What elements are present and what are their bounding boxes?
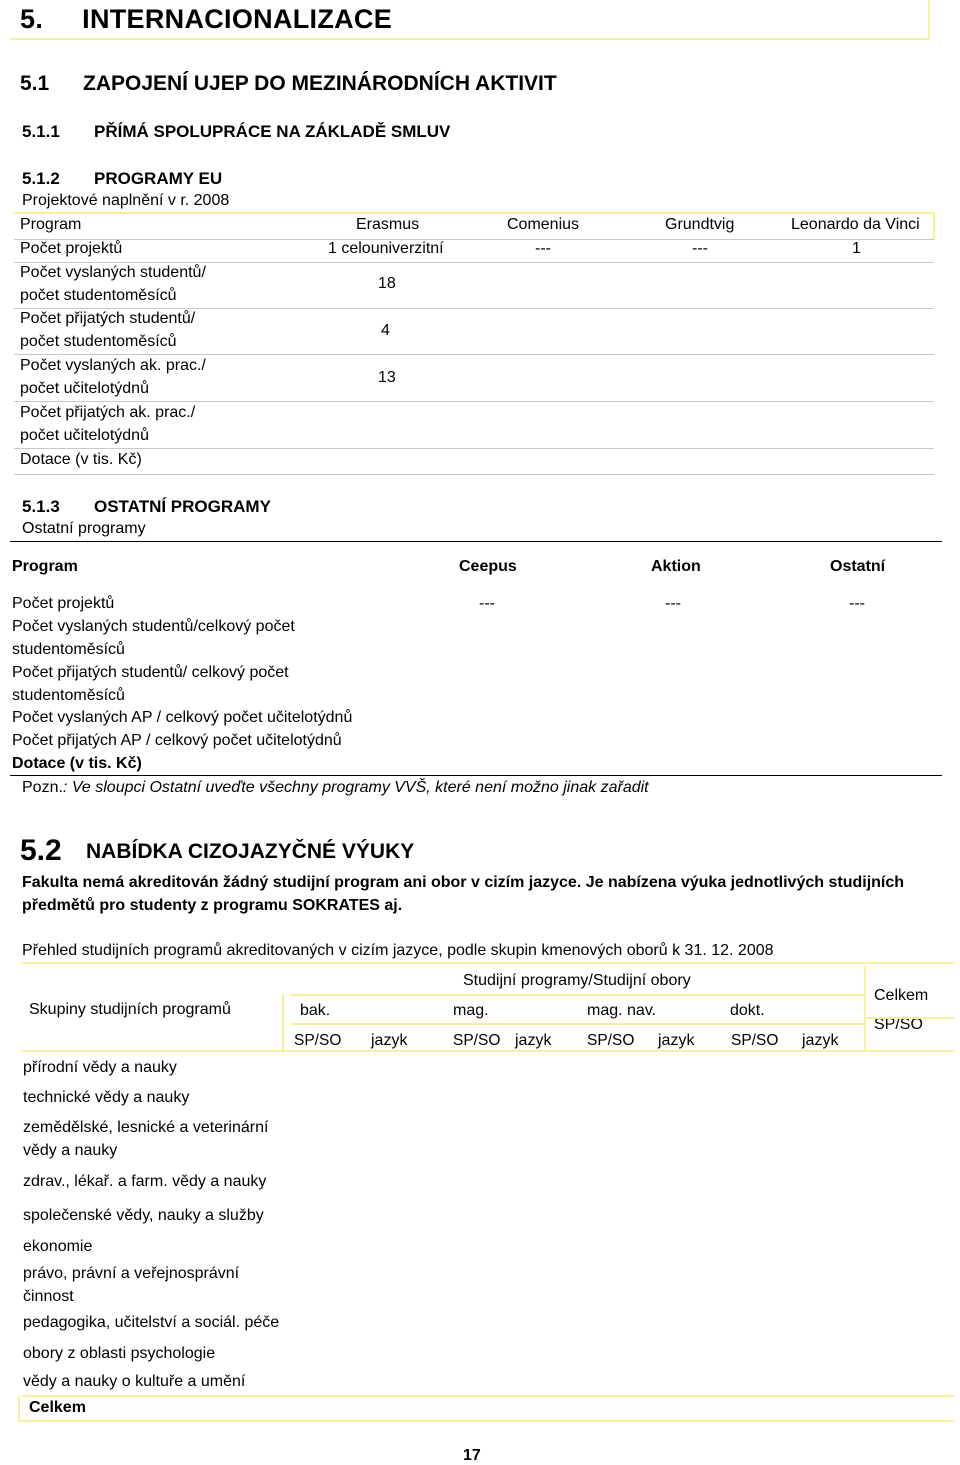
table-rule	[864, 1017, 954, 1019]
eu-row-label: Počet vyslaných studentů/	[20, 264, 206, 281]
other-cell-ostatni: ---	[849, 595, 865, 612]
lang-row-label: činnost	[23, 1288, 74, 1305]
other-header-ceepus: Ceepus	[459, 558, 517, 575]
eu-cell-erasmus: 1 celouniverzitní	[328, 240, 444, 257]
table-rule	[18, 1420, 954, 1422]
eu-header-erasmus: Erasmus	[356, 216, 420, 233]
lang-row-label: právo, právní a veřejnosprávní	[23, 1265, 240, 1282]
lang-sub-jazyk: jazyk	[802, 1032, 839, 1049]
lang-row-label: obory z oblasti psychologie	[23, 1345, 216, 1362]
lang-level-mag-nav: mag. nav.	[587, 1002, 657, 1019]
note-prefix: Pozn.	[22, 779, 63, 796]
table-rule	[10, 541, 942, 542]
section-number: 5.1	[20, 72, 50, 95]
table-rule	[14, 239, 934, 240]
table-rule	[290, 1023, 864, 1025]
lang-row-label: technické vědy a nauky	[23, 1089, 190, 1106]
lang-row-label: vědy a nauky	[23, 1142, 118, 1159]
eu-header-grundtvig: Grundtvig	[665, 216, 735, 233]
table-rule	[14, 262, 934, 263]
other-row-label: Počet projektů	[12, 595, 115, 612]
chapter-heading	[20, 4, 392, 35]
table-rule	[14, 474, 934, 475]
table-rule	[14, 212, 934, 214]
other-cell-aktion: ---	[665, 595, 681, 612]
other-row-label: studentoměsíců	[12, 641, 125, 658]
eu-cell-erasmus: 13	[378, 369, 396, 386]
other-header-ostatni: Ostatní	[830, 558, 886, 575]
lang-sub-jazyk: jazyk	[371, 1032, 408, 1049]
table-rule	[18, 1396, 20, 1420]
lang-sub-spso: SP/SO	[587, 1032, 635, 1049]
eu-cell-erasmus: 18	[378, 275, 396, 292]
section-5-2-title: NABÍDKA CIZOJAZYČNÉ VÝUKY	[86, 840, 415, 863]
section-number: 5.1.3	[22, 497, 60, 516]
table-rule	[864, 966, 866, 1050]
lang-group-header: Studijní programy/Studijní obory	[463, 972, 691, 989]
lang-sub-spso: SP/SO	[731, 1032, 779, 1049]
lang-row-label: zemědělské, lesnické a veterinární	[23, 1119, 269, 1136]
section-number: 5.1.2	[22, 169, 60, 188]
lang-sub-spso: SP/SO	[294, 1032, 342, 1049]
section-title: OSTATNÍ PROGRAMY	[94, 497, 271, 516]
eu-row-label: počet učitelotýdnů	[20, 380, 149, 397]
table-rule	[22, 1395, 954, 1397]
table-rule	[14, 401, 934, 402]
lang-level-mag: mag.	[453, 1002, 489, 1019]
lang-total-header: Celkem	[874, 987, 929, 1004]
other-row-label: Počet přijatých studentů/ celkový počet	[12, 664, 289, 681]
note-text: : Ve sloupci Ostatní uveďte všechny programy VVŠ, které není možno jinak zařadit	[62, 779, 649, 796]
section-5-1-1-heading	[22, 122, 451, 142]
chapter-title: INTERNACIONALIZACE	[82, 4, 393, 34]
table-rule	[290, 994, 864, 996]
lang-level-bak: bak.	[300, 1002, 331, 1019]
lang-row-label: zdrav., lékař. a farm. vědy a nauky	[23, 1173, 267, 1190]
section-number: 5.1.1	[22, 122, 60, 141]
lang-sub-spso: SP/SO	[453, 1032, 501, 1049]
section-5-1-2-heading	[22, 169, 223, 189]
table-rule	[933, 212, 935, 240]
table-rule	[14, 354, 934, 355]
other-row-label: Počet přijatých AP / celkový počet učitelotýdnů	[12, 732, 342, 749]
table-rule	[22, 1050, 954, 1052]
lang-groups-label: Skupiny studijních programů	[29, 1001, 231, 1018]
eu-header-comenius: Comenius	[507, 216, 580, 233]
table-rule	[10, 775, 942, 776]
eu-row-label: Dotace (v tis. Kč)	[20, 451, 142, 468]
eu-cell-erasmus: 4	[381, 322, 390, 339]
eu-row-label: Počet přijatých studentů/	[20, 310, 196, 327]
other-subtitle: Ostatní programy	[22, 520, 146, 537]
table-rule	[14, 308, 934, 309]
eu-row-label: Počet vyslaných ak. prac./	[20, 357, 206, 374]
table-rule	[22, 962, 954, 964]
other-header-program: Program	[12, 558, 78, 575]
section-title: ZAPOJENÍ UJEP DO MEZINÁRODNÍCH AKTIVIT	[83, 72, 557, 95]
s52-paragraph-line: předmětů pro studenty z programu SOKRATES aj.	[22, 897, 403, 914]
eu-subtitle: Projektové naplnění v r. 2008	[22, 192, 230, 209]
section-5-1-heading	[20, 72, 557, 96]
chapter-number: 5.	[20, 4, 44, 34]
lang-total-header: SP/SO	[874, 1016, 923, 1033]
section-title: PŘÍMÁ SPOLUPRÁCE NA ZÁKLADĚ SMLUV	[94, 122, 451, 141]
eu-row-label: počet studentoměsíců	[20, 333, 177, 350]
lang-row-label: pedagogika, učitelství a sociál. péče	[23, 1314, 280, 1331]
lang-row-label: přírodní vědy a nauky	[23, 1059, 177, 1076]
other-note	[22, 779, 649, 797]
lang-sub-jazyk: jazyk	[515, 1032, 552, 1049]
table-rule	[282, 994, 284, 1050]
other-row-label: Dotace (v tis. Kč)	[12, 755, 142, 772]
lang-row-label: vědy a nauky o kultuře a umění	[23, 1373, 246, 1390]
other-cell-ceepus: ---	[479, 595, 495, 612]
eu-header-leonardo: Leonardo da Vinci	[791, 216, 920, 233]
eu-header-program: Program	[20, 216, 82, 233]
page-number: 17	[463, 1447, 481, 1464]
eu-cell-leonardo: 1	[852, 240, 861, 257]
lang-row-label: společenské vědy, nauky a služby	[23, 1207, 264, 1224]
lang-level-dokt: dokt.	[730, 1002, 765, 1019]
section-5-1-3-heading	[22, 497, 271, 517]
lang-total-row: Celkem	[29, 1399, 86, 1416]
other-row-label: studentoměsíců	[12, 687, 125, 704]
eu-cell-grundtvig: ---	[692, 240, 708, 257]
table-rule	[14, 448, 934, 449]
other-row-label: Počet vyslaných studentů/celkový počet	[12, 618, 295, 635]
s52-paragraph-line: Fakulta nemá akreditován žádný studijní program ani obor v cizím jazyce. Je nabízena výuka jednotlivých studijních	[22, 874, 905, 891]
lang-sub-jazyk: jazyk	[658, 1032, 695, 1049]
eu-row-label: počet učitelotýdnů	[20, 427, 149, 444]
other-row-label: Počet vyslaných AP / celkový počet učitelotýdnů	[12, 709, 353, 726]
section-5-2-number: 5.2	[20, 834, 62, 867]
eu-row-label: Počet přijatých ak. prac./	[20, 404, 196, 421]
other-header-aktion: Aktion	[651, 558, 701, 575]
eu-row-label: počet studentoměsíců	[20, 287, 177, 304]
lang-row-label: ekonomie	[23, 1238, 93, 1255]
eu-row-label: Počet projektů	[20, 240, 123, 257]
eu-cell-comenius: ---	[535, 240, 551, 257]
section-title: PROGRAMY EU	[94, 169, 223, 188]
s52-overview: Přehled studijních programů akreditovaných v cizím jazyce, podle skupin kmenových oborů k 31. 12. 2008	[22, 942, 774, 959]
